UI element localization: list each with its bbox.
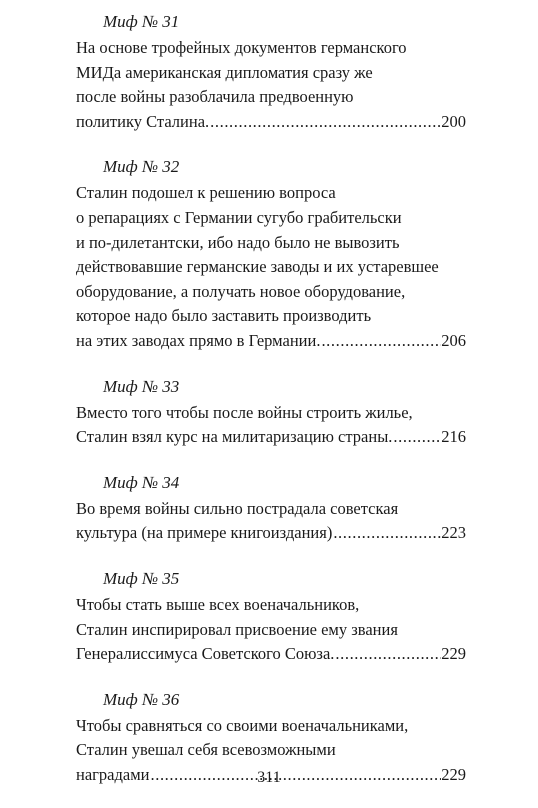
entry-text-line: и по-дилетантски, ибо надо было не вывозить [76, 232, 400, 252]
entry-text-line: На основе трофейных документов германского [76, 38, 407, 57]
entry-text-line: Вместо того чтобы после войны строить жилье, [76, 402, 413, 422]
page-reference: 206 [441, 330, 466, 350]
toc-entry-myth-32 [76, 155, 466, 353]
entry-text-line: политику Сталина. [76, 111, 210, 131]
entry-text-line: которое надо было заставить производить [76, 306, 372, 326]
page-reference: 216 [441, 427, 466, 447]
dot-leader [332, 521, 441, 546]
toc-entry-myth-35 [76, 567, 466, 667]
table-of-contents [76, 10, 466, 808]
entry-text-line: наградами [76, 764, 150, 784]
entry-text-line: МИДа американская дипломатия сразу же [76, 62, 373, 82]
myth-heading: Миф № 31 [103, 12, 180, 31]
entry-text-line: Чтобы стать выше всех военачальников, [76, 594, 360, 614]
toc-entry-myth-33 [76, 375, 466, 450]
entry-text-line: культура (на примере книгоиздания) [76, 523, 333, 543]
entry-text-line: на этих заводах прямо в Германии. [76, 330, 321, 350]
myth-heading: Миф № 33 [103, 376, 180, 396]
entry-last-line [76, 521, 466, 546]
dot-leader [209, 110, 441, 135]
entry-last-line [76, 642, 466, 667]
entry-text-line: действовавшие германские заводы и их устаревшее [76, 257, 439, 277]
dot-leader [334, 642, 441, 667]
page-reference: 200 [441, 111, 466, 131]
entry-text-line: Генералиссимуса Советского Союза. [76, 644, 335, 664]
entry-text-line: Сталин увешал себя всевозможными [76, 740, 336, 760]
entry-text-line: после войны разоблачила предвоенную [76, 87, 354, 107]
entry-last-line [76, 329, 466, 354]
dot-leader [320, 329, 441, 354]
entry-text-line: Сталин инспирировал присвоение ему звания [76, 619, 398, 639]
myth-heading: Миф № 36 [103, 689, 180, 709]
entry-last-line [76, 425, 466, 450]
myth-heading: Миф № 35 [103, 568, 180, 588]
dot-leader [392, 425, 441, 450]
entry-last-line [76, 110, 466, 135]
page-reference: 223 [441, 523, 466, 543]
toc-entry-myth-31 [76, 10, 466, 134]
page-number: 311 [257, 769, 281, 786]
entry-text-line: Сталин подошел к решению вопроса [76, 183, 336, 203]
page-reference: 229 [441, 644, 466, 664]
entry-text-line: о репарациях с Германии сугубо грабительски [76, 207, 402, 227]
myth-heading: Миф № 32 [103, 157, 180, 177]
toc-entry-myth-34 [76, 471, 466, 546]
entry-text-line: оборудование, а получать новое оборудование, [76, 281, 406, 301]
entry-text-line: Сталин взял курс на милитаризацию страны. [76, 427, 393, 447]
page-reference: 229 [441, 764, 466, 784]
entry-text-line: Чтобы сравняться со своими военачальниками, [76, 715, 409, 735]
entry-text-line: Во время войны сильно пострадала советская [76, 498, 399, 518]
myth-heading: Миф № 34 [103, 472, 180, 492]
